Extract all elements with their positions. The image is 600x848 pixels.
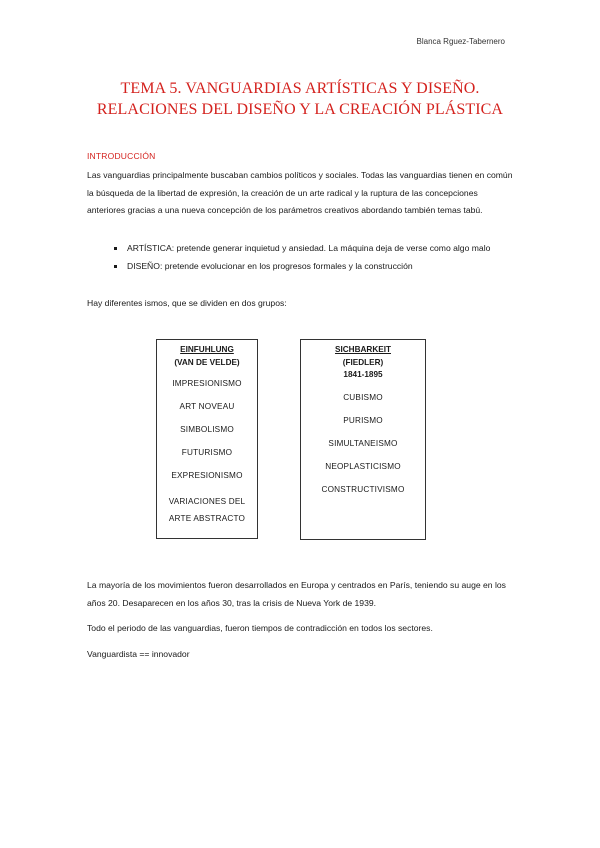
group-item: NEOPLASTICISMO — [325, 462, 401, 471]
group-items — [301, 392, 425, 496]
intro-paragraph: Las vanguardias principalmente buscaban cambios políticos y sociales. Todas las vanguardias tienen en común la búsqueda de la libertad de expresión, la creación de un arte radical y la ruptura de las concepciones anteriores gracias a una nueva concepción de los parámetros creativos abordando también temas tabú. — [87, 170, 513, 215]
body-paragraph: La mayoría de los movimientos fueron desarrollados en Europa y centrados en París, teniendo su auge en los años 20. Desaparecen en los años 30, tras la crisis de Nueva York de 1939. — [87, 580, 506, 608]
bullet-list — [112, 240, 522, 275]
group-item: SIMBOLISMO — [180, 425, 234, 434]
author-name: Blanca Rguez-Tabernero — [416, 37, 505, 46]
group-item: FUTURISMO — [181, 448, 233, 457]
group-dates: 1841-1895 — [343, 370, 383, 379]
group-box-sichbarkeit — [300, 339, 426, 540]
section-heading-introduccion: INTRODUCCIÓN — [87, 151, 156, 161]
title-line-2: RELACIONES DEL DISEÑO Y LA CREACIÓN PLÁSTICA — [96, 101, 504, 118]
body-paragraph: Vanguardista == innovador — [87, 649, 190, 659]
body-paragraph: Todo el periodo de las vanguardias, fueron tiempos de contradicción en todos los sectores. — [87, 623, 433, 633]
group-items — [157, 378, 257, 527]
group-item: CONSTRUCTIVISMO — [321, 485, 405, 494]
group-title: EINFUHLUNG — [180, 345, 234, 354]
group-item: SIMULTANEISMO — [328, 439, 398, 448]
group-item: CUBISMO — [343, 393, 383, 402]
group-box-einfuhlung — [156, 339, 258, 539]
group-subtitle: (FIEDLER) — [342, 358, 384, 367]
group-title: SICHBARKEIT — [335, 345, 391, 354]
group-item: EXPRESIONISMO — [171, 471, 243, 480]
group-item: VARIACIONES DEL ARTE ABSTRACTO — [168, 497, 246, 523]
group-item: IMPRESIONISMO — [172, 379, 242, 388]
groups-intro-text: Hay diferentes ismos, que se dividen en dos grupos: — [87, 298, 287, 308]
bullet-item: DISEÑO: pretende evolucionar en los progresos formales y la construcción — [112, 258, 522, 276]
document-title — [60, 78, 540, 120]
group-item: PURISMO — [343, 416, 383, 425]
title-line-1: TEMA 5. VANGUARDIAS ARTÍSTICAS Y DISEÑO. — [120, 80, 480, 97]
group-item: ART NOVEAU — [179, 402, 235, 411]
group-subtitle: (VAN DE VELDE) — [174, 358, 240, 367]
bullet-item: ARTÍSTICA: pretende generar inquietud y ansiedad. La máquina deja de verse como algo malo — [112, 240, 522, 258]
